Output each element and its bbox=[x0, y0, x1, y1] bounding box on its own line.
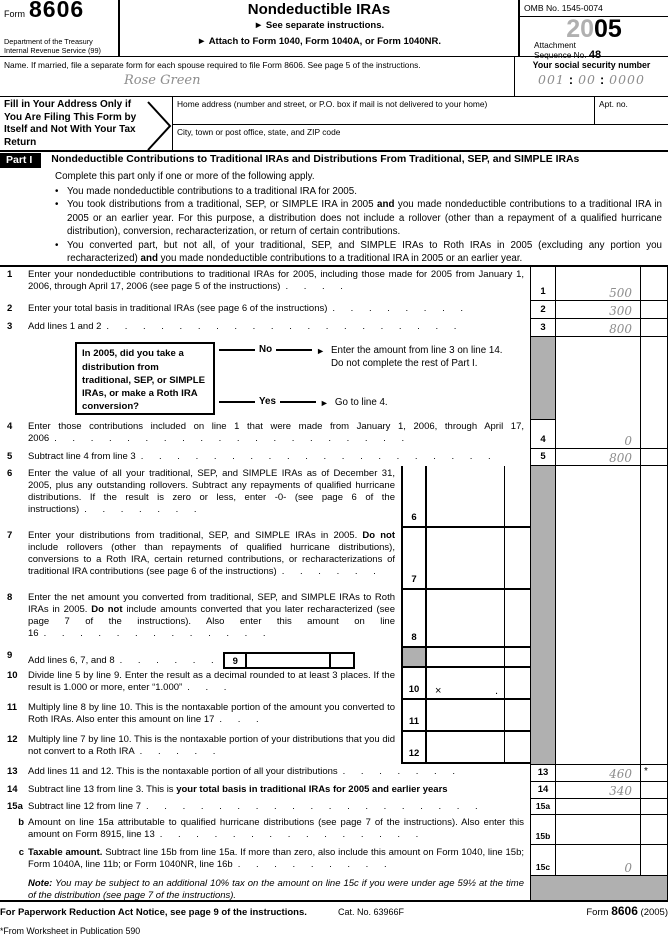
line-7-cents-field[interactable] bbox=[504, 528, 530, 590]
line-12-box-label: 12 bbox=[401, 732, 427, 764]
line-9-amount-field[interactable] bbox=[247, 654, 329, 667]
line-11-cents-field[interactable] bbox=[504, 700, 530, 732]
attachment-sequence: Attachment Sequence No. 48 bbox=[534, 40, 602, 61]
line-15a-amount-field[interactable] bbox=[556, 799, 640, 815]
form-title-block bbox=[118, 0, 518, 56]
apt-no-field[interactable] bbox=[594, 97, 668, 125]
bullet-item: • You converted part, but not all, of your traditional, SEP, and SIMPLE IRAs to Roth IRAs in 2005 (excluding any portion you recharacterized) and you made nondeductible contributions to a traditional IRA in 2005 or an earlier year. bbox=[55, 239, 662, 265]
line-15a-cents-field[interactable] bbox=[640, 799, 668, 815]
arrow-right-icon: ► bbox=[316, 346, 325, 357]
shaded-cell bbox=[530, 876, 668, 900]
ssn-field[interactable] bbox=[514, 57, 668, 96]
line-5-box-label: 5 bbox=[530, 449, 556, 466]
line-2-box-label: 2 bbox=[530, 301, 556, 319]
line-15b-box-label: 15b bbox=[530, 815, 556, 845]
form-line-1: 1 Enter your nondeductible contributions to traditional IRAs for 2005, including those made for 2005 from January 1, 2006, through April 17, 2006 (see page 5 of the instructions) . . . . 1 500 bbox=[0, 267, 668, 301]
line-3-cents-field[interactable] bbox=[640, 319, 668, 337]
name-ssn-row bbox=[0, 57, 668, 97]
line-7-amount-field[interactable] bbox=[427, 528, 504, 590]
bullet-item: • You took distributions from a traditional, SEP, or SIMPLE IRA in 2005 and you made nondeductible contributions to a traditional IRA in 2005 or an earlier year. For this purpose, a distribution does not include a rollover (other than a repayment of a qualified hurricane distribution), conversion, recharacterization, or return of certain contributions. bbox=[55, 199, 663, 238]
line-2-cents-field[interactable] bbox=[640, 301, 668, 319]
form-line-15c: c Taxable amount. Subtract line 15b from line 15a. If more than zero, also include this amount on Form 1040, line 15b; Form 1040A, line 11b; or Form 1040NR, line 16b . . . . . . . . . 15c 0 bbox=[0, 845, 668, 876]
flowchart-yes-branch: Yes ► Go to line 4. bbox=[215, 396, 530, 409]
shaded-column bbox=[530, 528, 556, 590]
name-field[interactable] bbox=[0, 57, 514, 96]
line-14-amount-field[interactable]: 340 bbox=[556, 782, 640, 799]
omb-block bbox=[518, 0, 668, 61]
part1-label: Part I bbox=[0, 153, 41, 168]
form-word: Form bbox=[4, 9, 25, 19]
line-11-box-label: 11 bbox=[401, 700, 427, 732]
shaded-column bbox=[530, 590, 556, 648]
tax-year: 2005 bbox=[566, 15, 622, 43]
form-line-11: 11 Multiply line 8 by line 10. This is the nontaxable portion of the amount you converted to Roth IRAs. Also enter this amount on line 17 . . . 11 bbox=[0, 700, 668, 732]
line-8-amount-field[interactable] bbox=[427, 590, 504, 648]
address-fields bbox=[172, 97, 668, 150]
line-8-cents-field[interactable] bbox=[504, 590, 530, 648]
worksheet-footnote: *From Worksheet in Publication 590 bbox=[0, 926, 141, 937]
line-10-amount-field[interactable] bbox=[427, 668, 504, 700]
line-15c-cents-field[interactable] bbox=[640, 845, 668, 876]
address-arrow-icon bbox=[146, 101, 172, 151]
shaded-column bbox=[530, 732, 556, 764]
home-address-field[interactable] bbox=[172, 97, 594, 125]
form-number-line bbox=[4, 0, 116, 22]
city-label: City, town or post office, state, and ZIP code bbox=[177, 127, 341, 137]
shaded-column bbox=[530, 668, 556, 700]
connector-line bbox=[219, 349, 255, 351]
part1-table bbox=[0, 265, 668, 902]
arrow-right-icon: ► bbox=[319, 398, 329, 409]
line-13-amount-field[interactable]: 460 bbox=[556, 764, 640, 782]
part1-bullets bbox=[55, 185, 668, 265]
ssn-value[interactable]: 001 : 00 : 0000 bbox=[538, 72, 645, 87]
line-3-amount-field[interactable]: 800 bbox=[556, 319, 640, 337]
shaded-column bbox=[530, 648, 556, 668]
form-line-15a: 15a Subtract line 12 from line 7 . . . . . . . . . . . . . . . . . . . 15a bbox=[0, 799, 668, 815]
form-line-3: 3 Add lines 1 and 2 . . . . . . . . . . . . . . . . . . . . 3 800 bbox=[0, 319, 668, 337]
see-instructions-line: ► See separate instructions. bbox=[253, 20, 385, 31]
line-15c-amount-field[interactable]: 0 bbox=[556, 845, 640, 876]
decimal-point: . bbox=[494, 685, 498, 698]
line-7-box-label: 7 bbox=[401, 528, 427, 590]
line-9-entry-box bbox=[223, 652, 355, 669]
shaded-cell bbox=[401, 648, 427, 668]
line-1-cents-field[interactable] bbox=[640, 267, 668, 301]
footnote-asterisk: * bbox=[644, 766, 648, 778]
agency-block: Department of the Treasury Internal Revenue Service (99) bbox=[4, 37, 101, 55]
flowchart-question-box: In 2005, did you take a distribution from traditional, SEP, or SIMPLE IRAs, or make a Roth IRA conversion? bbox=[75, 342, 215, 415]
form-footer bbox=[0, 905, 668, 919]
line-4-amount-field[interactable]: 0 bbox=[556, 419, 640, 449]
form-line-10: 10 Divide line 5 by line 9. Enter the result as a decimal rounded to at least 3 places. If the result is 1.000 or more, enter “1.000” . . . 10 × . bbox=[0, 668, 668, 700]
part1-intro: Complete this part only if one or more of the following apply. bbox=[55, 171, 315, 182]
note-row: Note: You may be subject to an additional 10% tax on the amount on line 15c if you were under age 59½ at the time of the distribution (see page 7 of the instructions). bbox=[0, 876, 668, 902]
flowchart-no-branch: No ► Enter the amount from line 3 on line 14. Do not complete the rest of Part I. bbox=[215, 344, 530, 370]
line-10-box-label: 10 bbox=[401, 668, 427, 700]
line-15b-cents-field[interactable] bbox=[640, 815, 668, 845]
line-4-box-label: 4 bbox=[530, 419, 556, 449]
ssn-label: Your social security number bbox=[532, 60, 651, 70]
form-line-9: 9 Add lines 6, 7, and 8 . . . . . . 9 bbox=[0, 648, 668, 668]
attach-line: ► Attach to Form 1040, Form 1040A, or Form 1040NR. bbox=[197, 36, 441, 47]
line-2-amount-field[interactable]: 300 bbox=[556, 301, 640, 319]
fill-in-address-note: Fill in Your Address Only if You Are Filing This Form by Itself and Not With Your Tax Return bbox=[0, 97, 172, 150]
form-line-2: 2 Enter your total basis in traditional IRAs (see page 6 of the instructions) . . . . . . . . 2 300 bbox=[0, 301, 668, 319]
line-1-box-label: 1 bbox=[530, 267, 556, 301]
catalog-number: Cat. No. 63966F bbox=[338, 907, 405, 918]
shaded-cell bbox=[530, 337, 556, 419]
line-14-cents-field[interactable] bbox=[640, 782, 668, 799]
name-label: Name. If married, file a separate form for each spouse required to file Form 8606. See page 5 of the instructions. bbox=[4, 60, 421, 70]
footer-form-id: Form 8606 (2005) bbox=[586, 904, 668, 919]
flowchart-row bbox=[0, 337, 668, 419]
line-1-amount-field[interactable]: 500 bbox=[556, 267, 640, 301]
form-line-14: 14 Subtract line 13 from line 3. This is your total basis in traditional IRAs for 2005 and earlier years 14 340 bbox=[0, 782, 668, 799]
form-line-15b: b Amount on line 15a attributable to qualified hurricane distributions (see page 7 of the instructions). Also enter this amount on Form 8915, line 13 . . . . . . . . . . . . . . . 15b bbox=[0, 815, 668, 845]
line-4-cents-field[interactable] bbox=[640, 419, 668, 449]
line-9-cents-field[interactable] bbox=[329, 654, 353, 667]
line-12-amount-field[interactable] bbox=[427, 732, 504, 764]
bullet-item: • You made nondeductible contributions to a traditional IRA for 2005. bbox=[55, 186, 357, 197]
line-6-box-label: 6 bbox=[401, 466, 427, 528]
paperwork-notice: For Paperwork Reduction Act Notice, see page 9 of the instructions. bbox=[0, 907, 307, 919]
shaded-column bbox=[530, 700, 556, 732]
line-3-box-label: 3 bbox=[530, 319, 556, 337]
line-12-cents-field[interactable] bbox=[504, 732, 530, 764]
multiply-sign: × bbox=[435, 685, 442, 698]
line-15c-box-label: 15c bbox=[530, 845, 556, 876]
apt-no-label: Apt. no. bbox=[599, 99, 628, 109]
line-6-cents-field[interactable] bbox=[504, 466, 530, 528]
line-15a-box-label: 15a bbox=[530, 799, 556, 815]
part1-bar bbox=[0, 152, 668, 168]
page-title: Nondeductible IRAs bbox=[247, 1, 391, 18]
form-header bbox=[0, 0, 668, 61]
line-13-cents-field[interactable] bbox=[640, 764, 668, 782]
connector-line bbox=[280, 401, 316, 403]
address-block bbox=[0, 97, 668, 152]
connector-line bbox=[276, 349, 312, 351]
home-address-label: Home address (number and street, or P.O. box if mail is not delivered to your home) bbox=[177, 99, 488, 109]
form-line-5: 5 Subtract line 4 from line 3 . . . . . . . . . . . . . . . . . . . . 5 800 bbox=[0, 449, 668, 466]
line-11-amount-field[interactable] bbox=[427, 700, 504, 732]
connector-line bbox=[219, 401, 255, 403]
part1-heading: Nondeductible Contributions to Traditional IRAs and Distributions From Traditional, SEP, and SIMPLE IRAs bbox=[51, 154, 580, 165]
line-6-amount-field[interactable] bbox=[427, 466, 504, 528]
form-line-6: 6 Enter the value of all your traditional, SEP, and SIMPLE IRAs as of December 31, 2005, plus any outstanding rollovers. Subtract any repayments of qualified hurricane distributions. If the result is zero or less, enter -0- (see page 6 of the instructions) . . . . . . . 6 bbox=[0, 466, 668, 528]
flowchart bbox=[0, 337, 530, 419]
line-14-box-label: 14 bbox=[530, 782, 556, 799]
line-8-box-label: 8 bbox=[401, 590, 427, 648]
name-value[interactable]: Rose Green bbox=[124, 73, 201, 88]
form-line-12: 12 Multiply line 7 by line 10. This is the nontaxable portion of your distributions that you did not convert to a Roth IRA . . . . . 12 bbox=[0, 732, 668, 764]
line-5-amount-field[interactable]: 800 bbox=[556, 449, 640, 466]
form-line-13: 13 Add lines 11 and 12. This is the nontaxable portion of all your distributions . . . . . . . 13 460 * bbox=[0, 764, 668, 782]
line-13-box-label: 13 bbox=[530, 764, 556, 782]
line-9-box-label: 9 bbox=[225, 654, 247, 667]
form-line-7: 7 Enter your distributions from traditional, SEP, and SIMPLE IRAs in 2005. Do not include rollovers (other than repayments of qualified hurricane distributions), conversions to a Roth IRA, certain returned contributions, or recharacterizations of traditional IRA contributions (see page 6 of the instructions) . . . . . . 7 bbox=[0, 528, 668, 590]
form-number-block bbox=[0, 0, 118, 56]
form-number: 8606 bbox=[29, 0, 85, 22]
line-10-cents-field[interactable] bbox=[504, 668, 530, 700]
line-5-cents-field[interactable] bbox=[640, 449, 668, 466]
form-line-4: 4 Enter those contributions included on line 1 that were made from January 1, 2006, through April 17, 2006 . . . . . . . . . . . . . . . . . . . . 4 0 bbox=[0, 419, 668, 449]
omb-number: OMB No. 1545-0074 bbox=[520, 0, 668, 17]
city-state-zip-field[interactable] bbox=[172, 125, 668, 150]
form-line-8: 8 Enter the net amount you converted from traditional, SEP, and SIMPLE IRAs to Roth IRAs in 2005. Do not include amounts converted that you later recharacterized (see page 7 of the instructions). Also enter this amount on line 16 . . . . . . . . . . . . . 8 bbox=[0, 590, 668, 648]
line-15b-amount-field[interactable] bbox=[556, 815, 640, 845]
shaded-column bbox=[530, 466, 556, 528]
